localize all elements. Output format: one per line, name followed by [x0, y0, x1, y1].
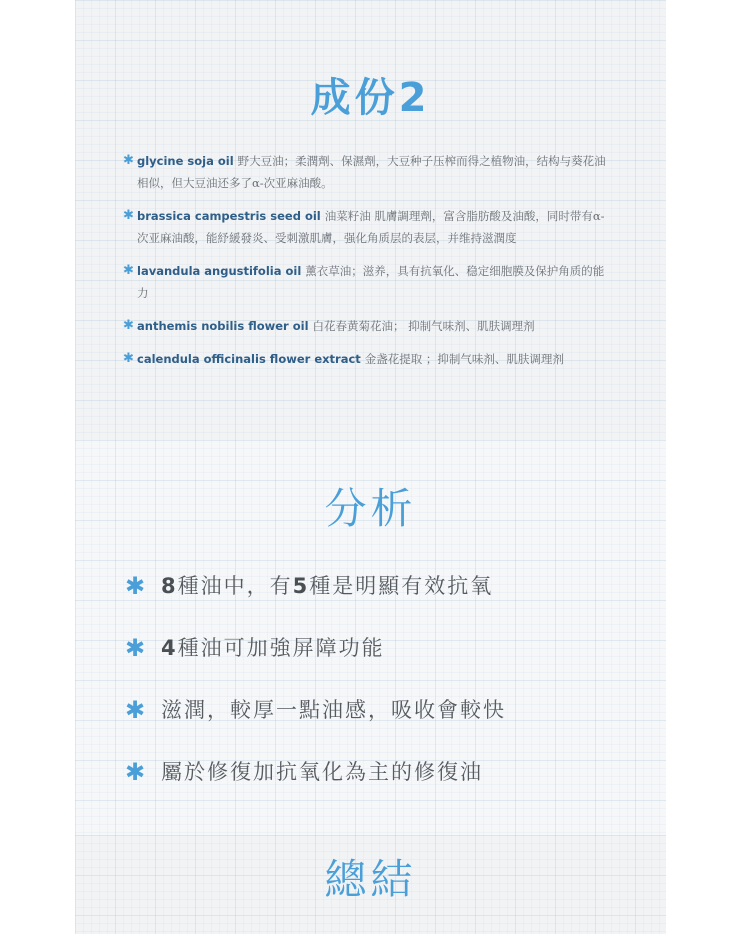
- ingredient-name: anthemis nobilis flower oil: [137, 319, 309, 333]
- ingredient-name: glycine soja oil: [137, 154, 234, 168]
- ingredient-name: brassica campestris seed oil: [137, 209, 321, 223]
- ingredient-item: [123, 150, 613, 194]
- analysis-text: 種油可加強屏障功能: [177, 636, 385, 660]
- ingredient-description: 白花春黄菊花油； 抑制气味剂、肌肤调理剂: [312, 319, 535, 333]
- ingredient-description: 薰衣草油；滋养，具有抗氧化、稳定细胞膜及保护角质的能力: [137, 264, 605, 300]
- ingredient-description: 油菜籽油 肌膚調理劑，富含脂肪酸及油酸，同时带有α-次亚麻油酸，能紓緩發炎、受刺激肌膚，强化角质层的表层，并维持滋潤度: [137, 209, 605, 245]
- bullet-star-icon: ✱: [123, 318, 134, 333]
- ingredient-item: [123, 205, 613, 249]
- analysis-item: [125, 754, 645, 816]
- bullet-star-icon: ✱: [125, 758, 148, 786]
- analysis-number: 5: [292, 574, 310, 598]
- ingredient-item: [123, 315, 613, 337]
- analysis-item: [125, 630, 645, 692]
- bullet-star-icon: ✱: [125, 696, 148, 724]
- analysis-text: 屬於修復加抗氧化為主的修復油: [161, 760, 483, 784]
- ingredients-panel: [75, 0, 666, 440]
- ingredient-name: calendula officinalis flower extract: [137, 352, 361, 366]
- analysis-list: [125, 568, 645, 816]
- analysis-item: [125, 692, 645, 754]
- bullet-star-icon: ✱: [123, 263, 134, 278]
- ingredient-item: [123, 348, 613, 370]
- analysis-title: 分析: [324, 484, 417, 533]
- bullet-star-icon: ✱: [123, 153, 134, 168]
- bullet-star-icon: ✱: [123, 351, 134, 366]
- summary-title: 總結: [324, 855, 417, 904]
- analysis-text: 種是明顯有效抗氧: [309, 574, 494, 598]
- ingredients-title: 成份2: [310, 75, 431, 121]
- ingredient-description: 金盏花提取 ；抑制气味剂、肌肤调理剂: [364, 352, 564, 366]
- ingredient-item: [123, 260, 613, 304]
- ingredient-name: lavandula angustifolia oil: [137, 264, 302, 278]
- summary-panel: [75, 835, 666, 934]
- analysis-text: 滋潤，較厚一點油感，吸收會較快: [161, 698, 506, 722]
- analysis-number: 4: [161, 636, 178, 660]
- bullet-star-icon: ✱: [125, 634, 148, 662]
- analysis-text: 種油中，有: [177, 574, 293, 598]
- bullet-star-icon: ✱: [123, 208, 134, 223]
- analysis-panel: [75, 440, 666, 835]
- bullet-star-icon: ✱: [125, 572, 148, 600]
- analysis-number: 8: [161, 574, 178, 598]
- ingredient-description: 野大豆油；柔潤劑、保濕劑，大豆种子压榨而得之植物油，结构与葵花油相似，但大豆油还多了α-次亚麻油酸。: [137, 154, 606, 190]
- analysis-item: [125, 568, 645, 630]
- ingredient-list: [123, 150, 613, 381]
